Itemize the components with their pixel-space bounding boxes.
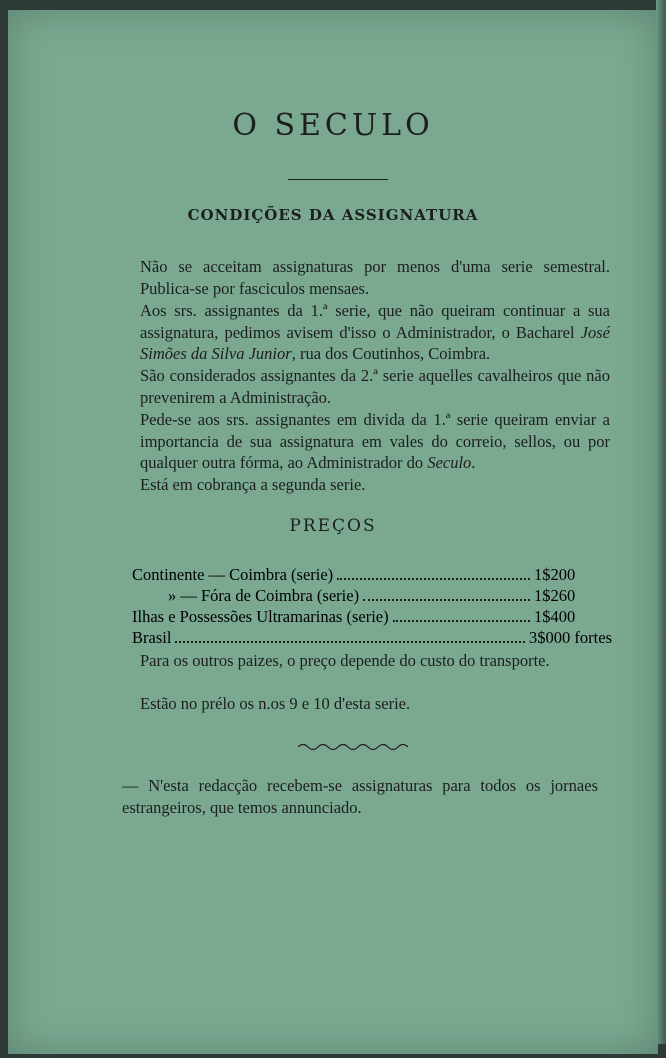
seculo-name: Seculo [427,453,472,472]
paragraph-minimum-text: Não se acceitam assignaturas por menos d'uma serie semestral. Publica-se por fasciculos mensaes. [140,257,610,298]
ornamental-divider [298,742,408,752]
paragraph-in-press [102,693,610,715]
prices-heading: PREÇOS [289,516,377,536]
paragraph-cancel [102,300,610,365]
price-row-ilhas [132,606,592,627]
paragraph-debts: Pede-se aos srs. assignantes em divida da 1.ª serie queiram enviar a importancia de sua assignatura em vales do correio, sellos, ou por qualquer outra fórma, ao Administrador do Seculo. [140,410,610,472]
price-value: 1$200 [534,565,576,584]
paragraph-other-countries-text: Para os outros paizes, o preço depende do custo do transporte. [140,651,550,670]
paragraph-collection [102,474,610,496]
paragraph-second-series [102,365,610,408]
footer-paragraph [82,775,598,818]
paragraph-minimum [102,256,610,299]
administrator-name: José Simões da Silva Junior [140,322,610,363]
paragraph-collection-text: Está em cobrança a segunda serie. [140,475,366,494]
subscription-heading: CONDIÇÕES DA ASSIGNATURA [187,206,479,224]
price-value: 3$000 fortes [529,628,612,647]
price-label: Continente — Coimbra (serie) [132,565,334,584]
title-rule [288,179,388,180]
price-label: Brasil [132,628,172,647]
administrator-address: , rua dos Coutinhos, Coimbra. [291,344,491,363]
price-value: 1$260 [534,586,576,605]
price-label: » — Fóra de Coimbra (serie) [168,586,360,605]
footer-text: — N'esta redacção recebem-se assignaturas para todos os jornaes estrangeiros, que temos annunciado. [122,776,598,817]
paragraph-other-countries [102,650,610,672]
paragraph-in-press-text: Estão no prélo os n.os 9 e 10 d'esta serie. [140,694,411,713]
price-value: 1$400 [534,607,576,626]
paragraph-cancel-text: Aos srs. assignantes da 1.ª serie, que não queiram continuar a sua assignatura, pedimos avisem d'isso o Administrador, o Bacharel [140,301,610,342]
page-title: O SECULO [232,108,434,143]
price-row-continente-coimbra [132,564,592,585]
price-label: Ilhas e Possessões Ultramarinas (serie) [132,607,389,626]
price-row-fora-coimbra [132,585,592,606]
paragraph-second-series-text: São considerados assignantes da 2.ª serie aquelles cavalheiros que não prevenirem a Administração. [140,366,610,407]
paragraph-debts-text: Pede-se aos srs. assignantes em divida da 1.ª serie queiram enviar a importancia de sua assignatura em vales do correio, sellos, ou por qualquer outra fórma, ao Administrador do [140,410,610,472]
price-row-brasil [132,627,612,648]
